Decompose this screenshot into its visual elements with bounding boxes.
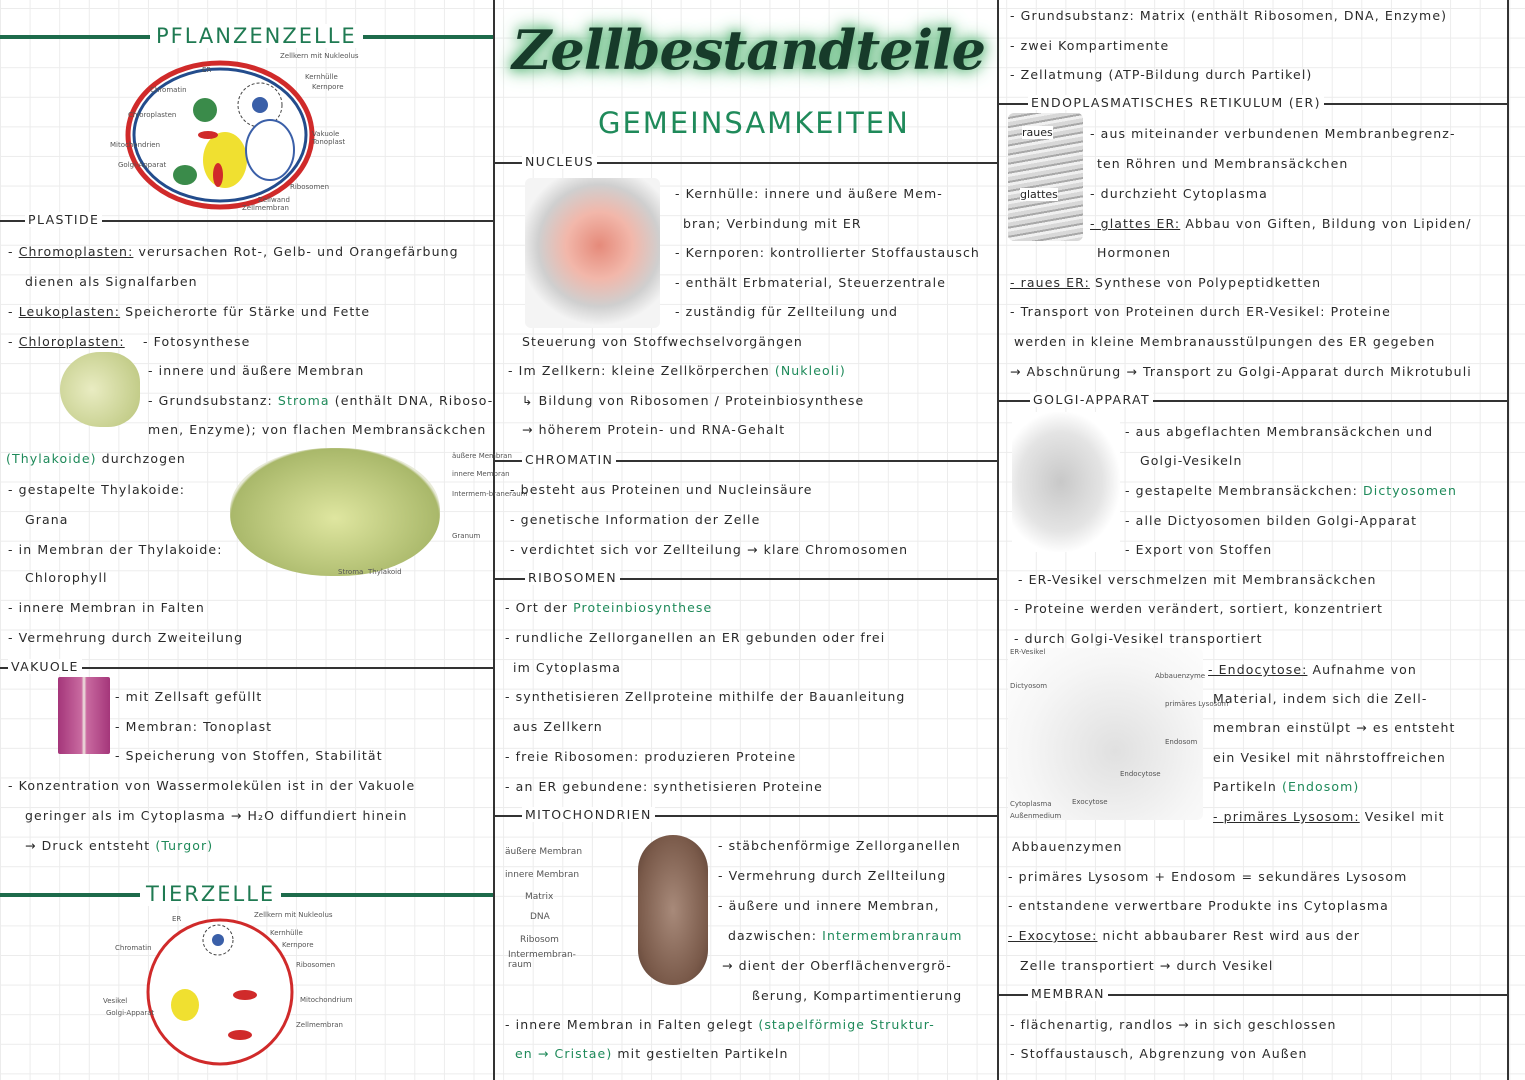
diagram-label: Zellwand — [258, 196, 290, 204]
text-line: - in Membran der Thylakoide: — [8, 542, 223, 557]
text-line — [25, 838, 213, 854]
diagram-label: Vesikel — [103, 997, 128, 1005]
image-label: Exocytose — [1072, 798, 1108, 806]
text: dazwischen: — [728, 928, 823, 943]
diagram-label: ER — [202, 66, 212, 74]
image-label: Endosom — [1165, 738, 1198, 746]
text-line: - Proteine werden verändert, sortiert, konzentriert — [1014, 601, 1383, 616]
text-line: dienen als Signalfarben — [25, 274, 198, 289]
text-line: - aus miteinander verbundenen Membranbegrenz- — [1090, 126, 1456, 141]
text-line: - alle Dictyosomen bilden Golgi-Apparat — [1125, 513, 1418, 528]
image-label: DNA — [530, 912, 550, 922]
text-line: - Kernporen: kontrollierter Stoffaustausch — [675, 245, 980, 260]
text: Synthese von Polypeptidketten — [1089, 275, 1322, 290]
term: - glattes ER: — [1090, 216, 1181, 231]
diagram-label: Chloroplasten — [128, 111, 177, 119]
diagram-label: ER — [172, 915, 182, 923]
text-line: Grana — [25, 512, 69, 527]
text-line: Chlorophyll — [25, 570, 108, 585]
text: - innere Membran in Falten gelegt — [505, 1017, 759, 1032]
diagram-label: Kernhülle — [305, 73, 338, 81]
image-label: Endocytose — [1120, 770, 1161, 778]
er-label-glattes: glattes — [1020, 188, 1058, 201]
image-label: Intermem-braneraum — [452, 490, 528, 498]
text-line — [1010, 275, 1321, 291]
text-line: - äußere und innere Membran, — [718, 898, 940, 913]
term: Leukoplasten: — [18, 304, 121, 319]
text-line — [148, 393, 493, 409]
diagram-label: Zellmembran — [296, 1021, 343, 1029]
text-line: - genetische Information der Zelle — [510, 512, 761, 527]
text-line — [505, 600, 712, 616]
text-line: aus Zellkern — [513, 719, 603, 734]
diagram-label: Vakuole — [312, 130, 340, 138]
text-line: - Transport von Proteinen durch ER-Vesikel: Proteine — [1010, 304, 1391, 319]
image-label: innere Membran — [452, 470, 510, 478]
text-line: - stäbchenförmige Zellorganellen — [718, 838, 961, 853]
chloroplast-image — [60, 352, 140, 427]
text: Speicherorte für Stärke und Fette — [120, 304, 371, 319]
er-label-raues: raues — [1022, 126, 1053, 139]
text-line: - enthält Erbmaterial, Steuerzentrale — [675, 275, 947, 290]
text-line: membran einstülpt → es entsteht — [1213, 720, 1456, 735]
image-label: Stroma — [338, 568, 364, 576]
image-label: Außenmedium — [1010, 812, 1062, 820]
text-line: - zuständig für Zellteilung und — [675, 304, 899, 319]
text-line: - Stoffaustausch, Abgrenzung von Außen — [1010, 1046, 1308, 1061]
image-label: innere Membran — [505, 870, 580, 880]
diagram-label: Ribosomen — [296, 961, 336, 969]
text-line: - Chromoplasten: verursachen Rot-, Gelb- und Orangefärbung — [8, 244, 459, 259]
text: - Im Zellkern: kleine Zellkörperchen — [508, 363, 775, 378]
text-line: bran; Verbindung mit ER — [683, 216, 862, 231]
text: durchzogen — [96, 451, 186, 466]
text-line: - Zellatmung (ATP-Bildung durch Partikel) — [1010, 67, 1313, 82]
text-line: Material, indem sich die Zell- — [1213, 691, 1428, 706]
text-line: - Fotosynthese — [143, 334, 251, 349]
text-line: - aus abgeflachten Membransäckchen und — [1125, 424, 1434, 439]
column-divider — [997, 0, 999, 1080]
text-line: - rundliche Zellorganellen an ER gebunden oder frei — [505, 630, 886, 645]
text-line — [6, 451, 186, 467]
heading-tierzelle: TIERZELLE — [140, 882, 281, 906]
text-line: werden in kleine Membranausstülpungen des ER gegeben — [1014, 334, 1436, 349]
text-line — [1125, 483, 1457, 499]
image-label: Ribosom — [520, 935, 559, 945]
text: mit gestielten Partikeln — [612, 1046, 789, 1061]
text-line: - besteht aus Proteinen und Nucleinsäure — [510, 482, 813, 497]
image-label: äußere Membran — [452, 452, 512, 460]
text-line: - Leukoplasten: Speicherorte für Stärke und Fette — [8, 304, 371, 319]
diagram-label: Mitochondrien — [110, 141, 161, 149]
diagram-label: Zellkern mit Nukleolus — [280, 52, 359, 60]
text-line: - innere und äußere Membran — [148, 363, 365, 378]
text-line: Abbauenzymen — [1012, 839, 1123, 854]
term: Chloroplasten: — [18, 334, 125, 349]
text-line: - verdichtet sich vor Zellteilung → klare Chromosomen — [510, 542, 909, 557]
heading-chromatin: CHROMATIN — [522, 452, 616, 467]
term: (Thylakoide) — [6, 451, 97, 466]
golgi-image — [1012, 412, 1120, 552]
term: - Exocytose: — [1008, 928, 1098, 943]
heading-er: ENDOPLASMATISCHES RETIKULUM (ER) — [1028, 95, 1324, 110]
heading-membran: MEMBRAN — [1028, 986, 1108, 1001]
subtitle: GEMEINSAMKEITEN — [598, 106, 910, 140]
diagram-label: Tonoplast — [312, 138, 346, 146]
text: verursachen Rot-, Gelb- und Orangefärbung — [133, 244, 459, 259]
diagram-label: Mitochondrium — [300, 996, 353, 1004]
text-line — [1008, 928, 1360, 944]
text-line: - primäres Lysosom + Endosom = sekundäres Lysosom — [1008, 869, 1408, 884]
image-label: Intermembran-raum — [508, 950, 576, 970]
text-line: - innere Membran in Falten — [8, 600, 205, 615]
text-line — [508, 363, 846, 379]
term: - Endocytose: — [1208, 662, 1308, 677]
text-line: - Grundsubstanz: Matrix (enthält Ribosomen, DNA, Enzyme) — [1010, 8, 1448, 23]
text: Vesikel mit — [1359, 809, 1445, 824]
diagram-label: Kernpore — [282, 941, 314, 949]
heading-plastide: PLASTIDE — [25, 212, 102, 227]
term: - primäres Lysosom: — [1213, 809, 1360, 824]
term: Dictyosomen — [1363, 483, 1457, 498]
text-line: Hormonen — [1097, 245, 1172, 260]
text-line: - mit Zellsaft gefüllt — [115, 689, 263, 704]
term: Chromoplasten: — [18, 244, 134, 259]
image-label: Thylakoid — [368, 568, 402, 576]
column-divider — [1507, 0, 1509, 1080]
diagram-label: Kernpore — [312, 83, 344, 91]
text-line: Zelle transportiert → durch Vesikel — [1020, 958, 1274, 973]
term: (Turgor) — [155, 838, 214, 853]
diagram-label: Kernhülle — [270, 929, 303, 937]
text-line: - Vermehrung durch Zweiteilung — [8, 630, 244, 645]
image-label: Granum — [452, 532, 481, 540]
text-line: men, Enzyme); von flachen Membransäckchen — [148, 422, 487, 437]
image-label: Cytoplasma — [1010, 800, 1052, 808]
mitochondrion-image — [638, 835, 708, 985]
image-label: Matrix — [525, 892, 554, 902]
term: - raues ER: — [1010, 275, 1090, 290]
text-line: → Abschnürung → Transport zu Golgi-Apparat durch Mikrotubuli — [1010, 364, 1472, 379]
text-line: - synthetisieren Zellproteine mithilfe der Bauanleitung — [505, 689, 906, 704]
text-line: ßerung, Kompartimentierung — [752, 988, 963, 1003]
text: Aufnahme von — [1307, 662, 1417, 677]
image-label: ER-Vesikel — [1010, 648, 1046, 656]
text-line: ↳ Bildung von Ribosomen / Proteinbiosynthese — [522, 393, 865, 408]
text: Partikeln — [1213, 779, 1283, 794]
text: - Grundsubstanz: — [148, 393, 278, 408]
text-line — [1213, 809, 1445, 825]
heading-vakuole: VAKUOLE — [8, 659, 82, 674]
diagram-label: Golgi-Apparat — [106, 1009, 155, 1017]
diagram-label: Chromatin — [115, 944, 152, 952]
image-label: Abbauenzyme — [1155, 672, 1206, 680]
text-line: im Cytoplasma — [513, 660, 622, 675]
text: Abbau von Giften, Bildung von Lipiden/ — [1180, 216, 1472, 231]
text-line: - zwei Kompartimente — [1010, 38, 1170, 53]
chloroplast-3d-image — [230, 448, 440, 576]
diagram-label: Chromatin — [150, 86, 187, 94]
diagram-label: Ribosomen — [290, 183, 330, 191]
term: Proteinbiosynthese — [573, 600, 713, 615]
nucleus-image — [525, 178, 660, 328]
page-title: Zellbestandteile — [512, 18, 985, 82]
term: en → Cristae) — [515, 1046, 613, 1061]
text-line: - Membran: Tonoplast — [115, 719, 273, 734]
text-line: - Chloroplasten: — [8, 334, 125, 349]
diagram-label: Golgi-Apparat — [118, 161, 167, 169]
text-line: ein Vesikel mit nährstoffreichen — [1213, 750, 1446, 765]
text-line — [505, 1017, 935, 1033]
text-line: Steuerung von Stoffwechselvorgängen — [522, 334, 803, 349]
text-line: - entstandene verwertbare Produkte ins Cytoplasma — [1008, 898, 1389, 913]
text-line: - an ER gebundene: synthetisieren Proteine — [505, 779, 823, 794]
diagram-label: Zellkern mit Nukleolus — [254, 911, 333, 919]
text: - gestapelte Membransäckchen: — [1125, 483, 1364, 498]
term: (Nukleoli) — [774, 363, 846, 378]
image-label: äußere Membran — [505, 847, 583, 857]
vacuole-image — [58, 677, 110, 754]
term: (stapelförmige Struktur- — [758, 1017, 935, 1032]
text-line: - Vermehrung durch Zellteilung — [718, 868, 947, 883]
text-line: - Kernhülle: innere und äußere Mem- — [675, 186, 943, 201]
text: (enthält DNA, Riboso- — [329, 393, 494, 408]
text-line: → höherem Protein- und RNA-Gehalt — [522, 422, 786, 437]
text-line — [1208, 662, 1417, 678]
text-line — [728, 928, 963, 944]
text-line: geringer als im Cytoplasma → H₂O diffundiert hinein — [25, 808, 408, 823]
text-line: Golgi-Vesikeln — [1140, 453, 1243, 468]
image-label: primäres Lysosom — [1165, 700, 1229, 708]
term: Intermembranraum — [822, 928, 963, 943]
text-line: - durchzieht Cytoplasma — [1090, 186, 1268, 201]
term: (Endosom) — [1282, 779, 1360, 794]
text: nicht abbaubarer Rest wird aus der — [1097, 928, 1360, 943]
text-line: → dient der Oberflächenvergrö- — [722, 958, 952, 973]
text-line: - durch Golgi-Vesikel transportiert — [1014, 631, 1263, 646]
heading-nucleus: NUCLEUS — [522, 154, 597, 169]
text-line: - gestapelte Thylakoide: — [8, 482, 186, 497]
text-line: - flächenartig, randlos → in sich geschlossen — [1010, 1017, 1337, 1032]
term: Stroma — [277, 393, 330, 408]
text: → Druck entsteht — [25, 838, 156, 853]
text-line — [1090, 216, 1472, 232]
text-line: - freie Ribosomen: produzieren Proteine — [505, 749, 797, 764]
text-line: - Speicherung von Stoffen, Stabilität — [115, 748, 383, 763]
heading-mitochondrien: MITOCHONDRIEN — [522, 807, 655, 822]
diagram-label: Zellmembran — [242, 204, 289, 212]
text-line — [1213, 779, 1359, 795]
text-line: - Export von Stoffen — [1125, 542, 1273, 557]
text-line: - Konzentration von Wassermolekülen ist in der Vakuole — [8, 778, 416, 793]
text-line — [515, 1046, 789, 1062]
text: - Ort der — [505, 600, 574, 615]
heading-ribosomen: RIBOSOMEN — [525, 570, 620, 585]
text-line: - ER-Vesikel verschmelzen mit Membransäckchen — [1018, 572, 1377, 587]
text-line: ten Röhren und Membransäckchen — [1097, 156, 1349, 171]
heading-pflanzenzelle: PFLANZENZELLE — [150, 24, 363, 48]
image-label: Dictyosom — [1010, 682, 1048, 690]
heading-golgi: GOLGI-APPARAT — [1030, 392, 1153, 407]
